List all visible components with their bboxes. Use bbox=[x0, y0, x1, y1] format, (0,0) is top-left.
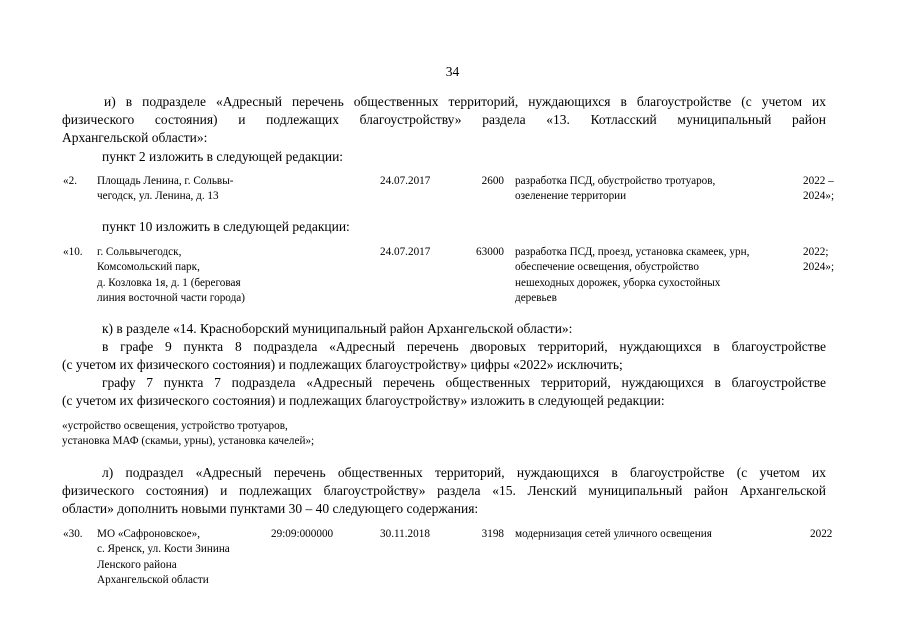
area-cell: 3198 bbox=[481, 528, 504, 540]
area-cell: 63000 bbox=[476, 246, 504, 258]
item2-intro: пункт 2 изложить в следующей редакции: bbox=[102, 149, 344, 164]
cadastral-cell: 29:09:000000 bbox=[271, 528, 334, 540]
section-l-line2: физического состояния) и подлежащих благоустройству» раздела «15. Ленский муниципальный район Архангельской bbox=[62, 483, 826, 498]
works-cell: разработка ПСД, проезд, установка скамеек, урн, обеспечение освещения, обустройство нешеходных дорожек, уборка сухостойных деревьев bbox=[515, 246, 750, 305]
section-l-line3: области» дополнить новыми пунктами 30 – 40 следующего содержания: bbox=[62, 501, 479, 516]
years-cell: 2022 bbox=[810, 528, 833, 540]
works-cell: модернизация сетей уличного освещения bbox=[515, 528, 712, 540]
section-k-heading: к) в разделе «14. Красноборский муниципальный район Архангельской области»: bbox=[102, 321, 573, 336]
row-number: «30. bbox=[63, 528, 83, 540]
area-cell: 2600 bbox=[481, 175, 504, 187]
page-number: 34 bbox=[445, 64, 460, 79]
section-k-p2-line2: (с учетом их физического состояния) и подлежащих благоустройству» изложить в следующей редакции: bbox=[62, 393, 665, 408]
territory-name: г. Сольвычегодск, Комсомольский парк, д. Козловка 1я, д. 1 (береговая линия восточной части города) bbox=[97, 246, 245, 305]
years-cell: 2022 – 2024»; bbox=[803, 175, 835, 203]
section-k-p1-line1: в графе 9 пункта 8 подраздела «Адресный перечень дворовых территорий, нуждающихся в благоустройстве bbox=[102, 339, 826, 354]
date-cell: 30.11.2018 bbox=[380, 528, 430, 540]
years-cell: 2022; 2024»; bbox=[803, 246, 835, 274]
section-i-line1: и) в подразделе «Адресный перечень общественных территорий, нуждающихся в благоустройстве (с учетом их bbox=[104, 94, 826, 109]
territory-name: Площадь Ленина, г. Сольвы- чегодск, ул. Ленина, д. 13 bbox=[97, 175, 234, 203]
territory-name: МО «Сафроновское», с. Яренск, ул. Кости Зинина Ленского района Архангельской области bbox=[97, 528, 230, 587]
item10-intro: пункт 10 изложить в следующей редакции: bbox=[102, 219, 350, 234]
date-cell: 24.07.2017 bbox=[380, 246, 431, 258]
works-cell: разработка ПСД, обустройство тротуаров, озеленение территории bbox=[515, 175, 716, 203]
section-k-p2-line1: графу 7 пункта 7 подраздела «Адресный перечень общественных территорий, нуждающихся в благоустройстве bbox=[102, 375, 826, 390]
replacement-quote: «устройство освещения, устройство тротуаров, установка МАФ (скамьи, урны), установка качелей»; bbox=[62, 420, 315, 448]
section-i-line2: физического состояния) и подлежащих благоустройству» раздела «13. Котласский муниципальный район bbox=[62, 112, 826, 127]
section-i-line3: Архангельской области»: bbox=[62, 130, 208, 145]
section-l-line1: л) подраздел «Адресный перечень общественных территорий, нуждающихся в благоустройстве (с учетом их bbox=[102, 465, 826, 480]
section-k-p1-line2: (с учетом их физического состояния) и подлежащих благоустройству» цифры «2022» исключить; bbox=[62, 357, 623, 372]
date-cell: 24.07.2017 bbox=[380, 175, 431, 187]
row-number: «10. bbox=[63, 246, 83, 258]
row-number: «2. bbox=[63, 175, 77, 187]
